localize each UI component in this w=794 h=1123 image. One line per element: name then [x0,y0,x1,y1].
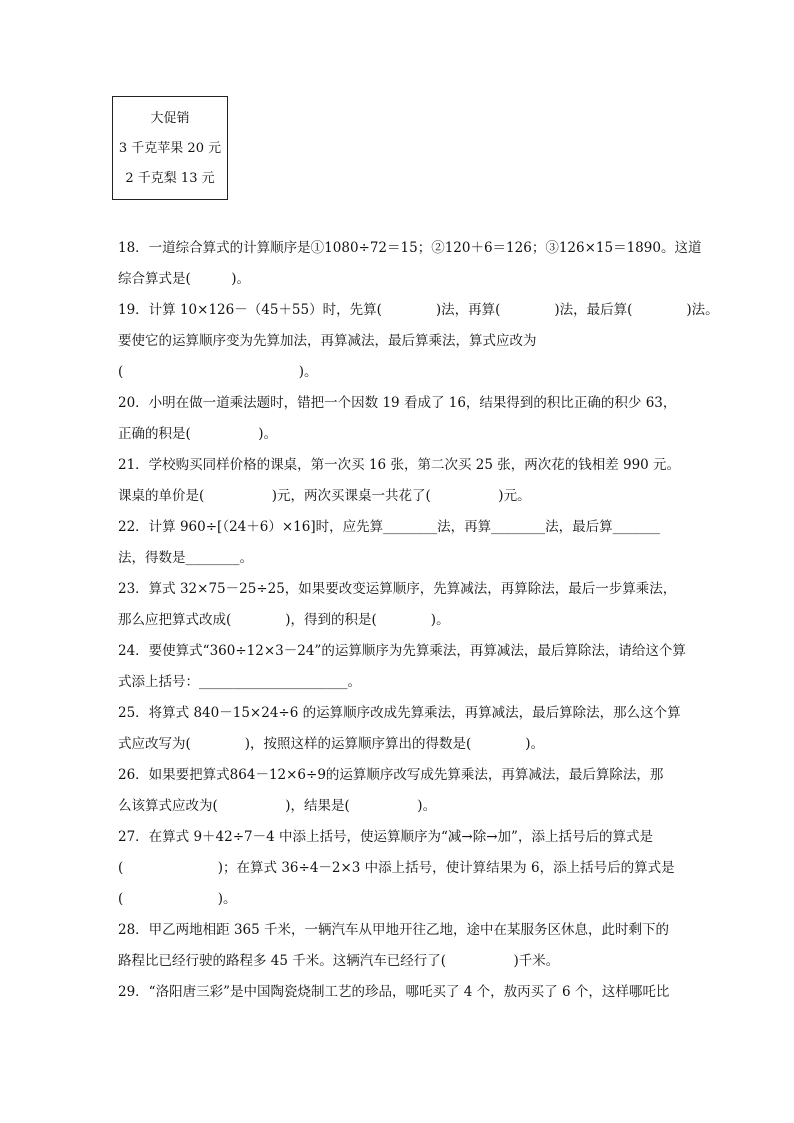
question-line: 综合算式是( )。 [118,271,251,287]
question-27 [118,822,688,915]
promo-pear-price: 2 千克梨 13 元 [125,171,215,186]
question-line: 24．要使算式“360÷12×3－24”的运算顺序为先算乘法，再算减法，最后算除法，请给这个算 [118,643,686,659]
question-list [118,233,719,1008]
question-line: 正确的积是( )。 [118,426,278,442]
question-24 [118,636,688,698]
question-line: 26．如果要把算式864－12×6÷9的运算顺序改写成先算乘法，再算减法，最后算除法，那 [118,767,664,783]
question-line: ( )。 [118,891,237,907]
promo-title: 大促销 [150,111,190,126]
question-line: ( )；在算式 36÷4－2×3 中添上括号，使计算结果为 6，添上括号后的算式是 [118,860,675,876]
question-line: 21．学校购买同样价格的课桌，第一次买 16 张，第二次买 25 张，两次花的钱相差 990 元。 [118,457,681,473]
question-line: 22．计算 960÷[（24＋6）×16]时，应先算________法，再算________法，最后算_______ [118,519,660,535]
question-line: 要使它的运算顺序变为先算加法，再算减法，最后算乘法，算式应改为 [118,333,537,349]
question-29 [118,977,688,1008]
question-line: ( )。 [118,364,318,380]
question-line: 27．在算式 9＋42÷7－4 中添上括号，使运算顺序为“减→除→加”，添上括号后的算式是 [118,829,653,845]
question-19 [118,295,719,388]
question-line: 28．甲乙两地相距 365 千米，一辆汽车从甲地开往乙地，途中在某服务区休息，此时剩下的 [118,922,670,938]
question-18 [118,233,702,295]
question-line: 路程比已经行驶的路程多 45 千米。这辆汽车已经行了( )千米。 [118,953,560,969]
question-line: 式添上括号：______________________。 [118,674,361,690]
question-line: 式应改写为( )，按照这样的运算顺序算出的得数是( )。 [118,736,545,752]
question-line: 23．算式 32×75－25÷25，如果要改变运算顺序，先算减法，再算除法，最后一步算乘法， [118,581,677,597]
question-line: 29．“洛阳唐三彩”是中国陶瓷烧制工艺的珍品，哪吒买了 4 个，敖丙买了 6 个，这样哪吒比 [118,984,670,1000]
question-22 [118,512,688,574]
question-23 [118,574,688,636]
question-line: 25．将算式 840－15×24÷6 的运算顺序改成先算乘法，再算减法，最后算除法，那么这个算 [118,705,681,721]
question-line: 18．一道综合算式的计算顺序是①1080÷72＝15；②120＋6＝126；③126×15＝1890。这道 [118,240,702,256]
question-20 [118,388,688,450]
question-26 [118,760,688,822]
question-line: 法，得数是________。 [118,550,253,566]
question-25 [118,698,688,760]
question-line: 20．小明在做一道乘法题时，错把一个因数 19 看成了 16，结果得到的积比正确的积少 63， [118,395,677,411]
question-21 [118,450,688,512]
question-line: 19．计算 10×126－（45＋55）时，先算( )法，再算( )法，最后算( )法。 [118,302,719,318]
promo-apple-price: 3 千克苹果 20 元 [118,141,222,156]
question-line: 么该算式应改为( )，结果是( )。 [118,798,437,814]
question-line: 那么应把算式改成( )，得到的积是( )。 [118,612,450,628]
question-28 [118,915,688,977]
question-line: 课桌的单价是( )元，两次买课桌一共花了( )元。 [118,488,531,504]
promotion-box [112,96,228,200]
